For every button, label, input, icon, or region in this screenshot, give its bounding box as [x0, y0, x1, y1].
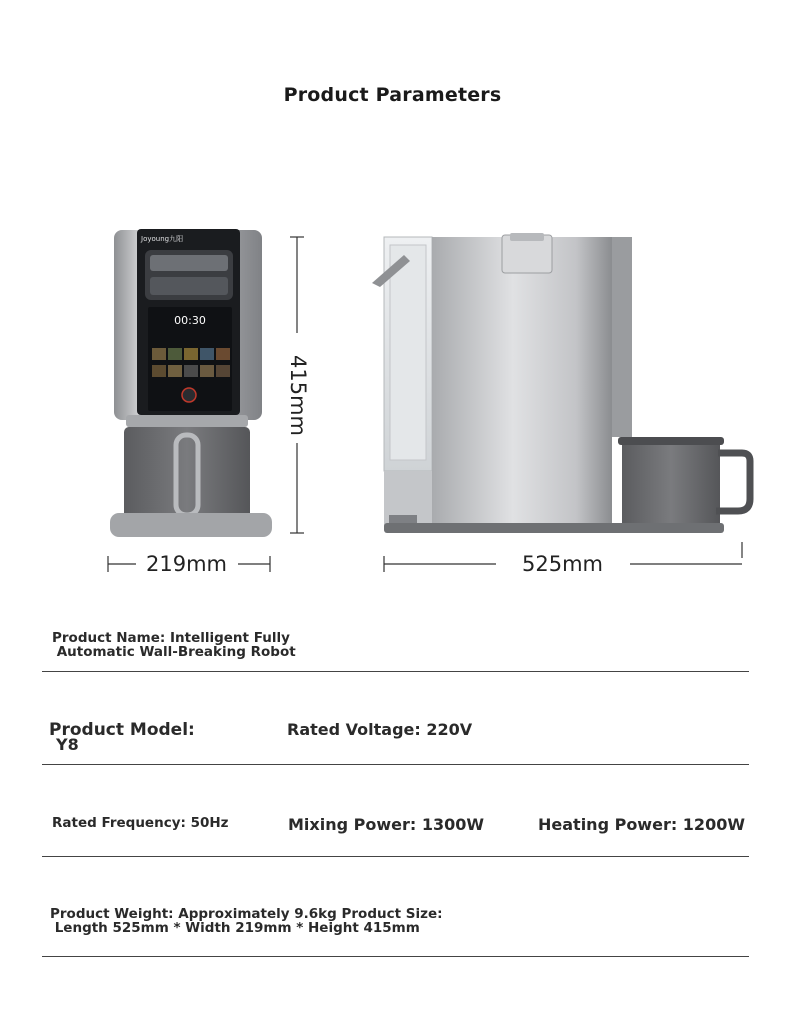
- front-screen-time: 00:30: [174, 314, 206, 327]
- spec-mixing-power: Mixing Power: 1300W: [288, 815, 485, 834]
- spec-product-name: Product Name: Intelligent Fully Automatic Wall-Breaking Robot: [52, 630, 296, 660]
- spec-weight-size: Product Weight: Approximately 9.6kg Product Size: Length 525mm * Width 219mm * Height 415mm: [50, 906, 443, 936]
- side-view-machine: [372, 233, 750, 533]
- spec-model-value: Y8: [56, 735, 79, 754]
- product-illustration: [0, 215, 790, 585]
- spec-model-label: Product Model:: [49, 720, 195, 740]
- spec-rated-voltage: Rated Voltage: 220V: [287, 720, 473, 739]
- divider: [42, 956, 749, 957]
- divider: [42, 671, 749, 672]
- divider: [42, 856, 749, 857]
- length-dimension-label: 525mm: [522, 552, 603, 576]
- height-dimension-label: 415mm: [286, 355, 310, 436]
- product-figure: [0, 215, 790, 585]
- page-title: Product Parameters: [283, 84, 502, 106]
- divider: [42, 764, 749, 765]
- width-dimension-label: 219mm: [146, 552, 227, 576]
- spec-heating-power: Heating Power: 1200W: [538, 815, 745, 834]
- front-brand-label: Joyoung九阳: [141, 235, 184, 243]
- front-view-machine: [110, 229, 272, 537]
- spec-rated-frequency: Rated Frequency: 50Hz: [52, 815, 229, 831]
